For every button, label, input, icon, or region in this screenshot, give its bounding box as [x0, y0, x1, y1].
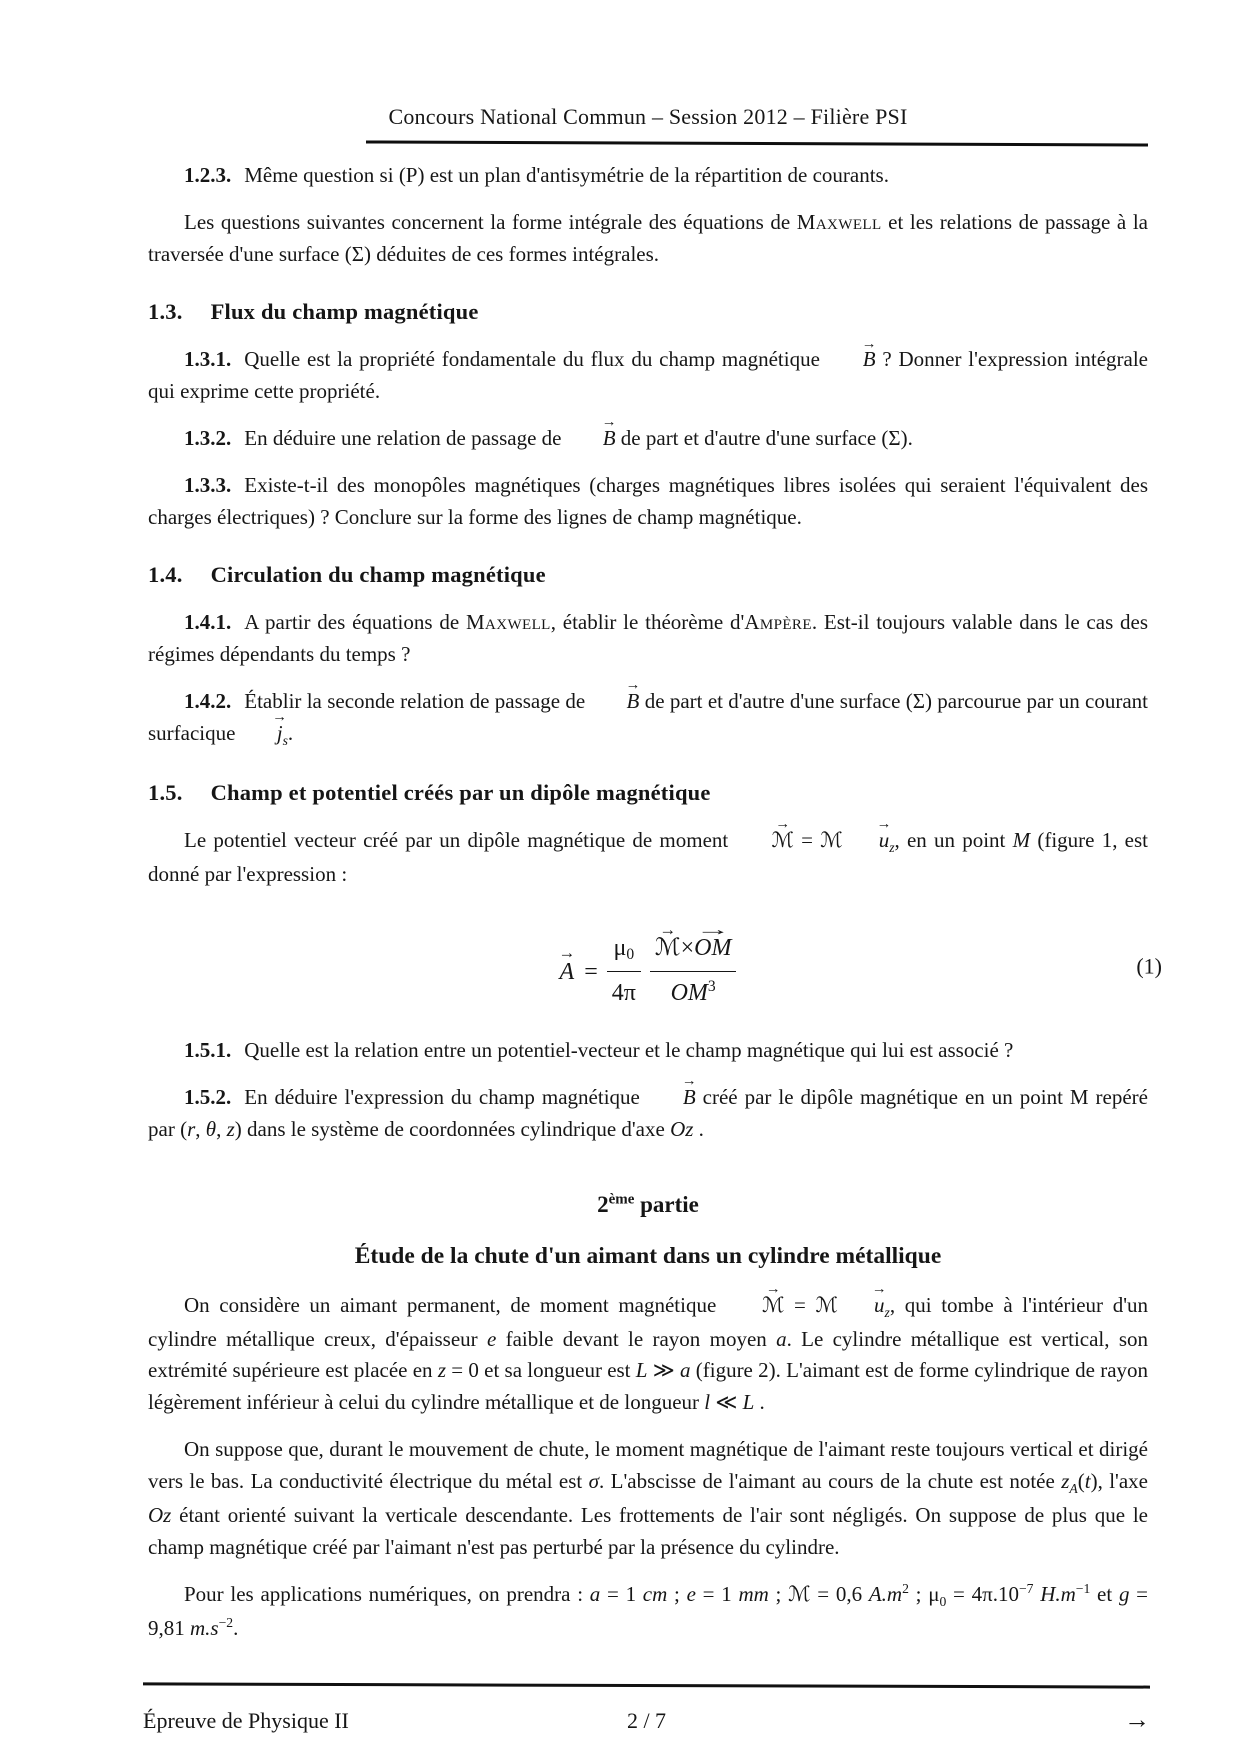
question-number: 1.3.1.: [184, 347, 232, 372]
fraction-numerator: μ 0: [613, 935, 635, 964]
footer-page-number: 2 / 7: [626, 1708, 667, 1733]
equation-1: [148, 921, 1162, 1011]
section-number: 1.3.: [148, 299, 183, 325]
section-title: Flux du champ magnétique: [210, 299, 479, 325]
question-1-5-2: [148, 1082, 1148, 1146]
question-number: 1.4.1.: [184, 610, 232, 635]
question-number: 1.2.3.: [184, 163, 232, 188]
footer-next-page-arrow-icon: →: [1124, 1705, 1150, 1734]
question-1-5-1: [148, 1035, 1148, 1067]
question-text: Établir la seconde relation de passage de → B de part et d'autre d'une surface (Σ) parcourue par un courant surfacique → $j_s$.: [148, 689, 1148, 745]
question-text: En déduire l'expression du champ magnétique → B créé par le dipôle magnétique en un point M repéré par (r, θ, z) dans le système de coordonnées cylindrique d'axe Oz .: [148, 1085, 1148, 1141]
page-footer: [143, 1684, 1150, 1740]
question-number: 1.4.2.: [184, 688, 232, 713]
equals-sign: =: [584, 958, 598, 985]
question-text: En déduire une relation de passage de → B de part et d'autre d'une surface (Σ).: [244, 426, 913, 450]
question-number: 1.3.2.: [184, 426, 232, 451]
footer-exam-name: Épreuve de Physique II: [143, 1708, 349, 1733]
fraction-moment-cross-OM: [650, 921, 737, 1011]
question-1-3-1: [148, 344, 1148, 408]
section-heading-1-4: [148, 558, 1148, 592]
dipole-intro-paragraph: Le potentiel vecteur créé par un dipôle magnétique de moment → ℳ = ℳ → $u_z$, en un point M (figure 1, est donné par l'expression :: [148, 825, 1148, 891]
section-heading-1-5: [148, 776, 1148, 810]
intro-paragraph: Les questions suivantes concernent la forme intégrale des équations de Maxwell et les relations de passage à la traversée d'une surface (Σ) déduites de ces formes intégrales.: [148, 210, 1148, 267]
part2-heading: 2ème partie: [597, 1191, 699, 1217]
part2-paragraph-2: On suppose que, durant le mouvement de chute, le moment magnétique de l'aimant reste toujours vertical et dirigé vers le bas. La conductivité électrique du métal est σ. L'abscisse de l'aimant au cours de la chute est notée $z_A(t)$, l'axe Oz étant orienté suivant la verticale descendante. Les frottements de l'air sont négligés. On suppose de plus que le champ magnétique créé par l'aimant n'est pas perturbé par la présence du cylindre.: [148, 1437, 1148, 1560]
question-number: 1.3.3.: [184, 473, 232, 498]
question-1-3-3: [148, 470, 1148, 534]
part2-subheading: Étude de la chute d'un aimant dans un cylindre métallique: [354, 1242, 942, 1269]
equation-number: (1): [1136, 953, 1162, 979]
section-title: Champ et potentiel créés par un dipôle magnétique: [210, 779, 711, 805]
section-number: 1.4.: [148, 561, 183, 587]
part2-paragraph-3: Pour les applications numériques, on prendra : a = 1 cm ; e = 1 mm ; ℳ = 0,6 $A.m^2$ ; $\mu_0 = 4\pi.10^{-7}$ $H.m^{-1}$ et g = 9,81 $m.s^{-2}$.: [148, 1580, 1149, 1640]
question-number: 1.5.1.: [184, 1038, 232, 1063]
section-number: 1.5.: [148, 779, 183, 805]
question-text: Même question si (P) est un plan d'antisymétrie de la répartition de courants.: [244, 163, 889, 188]
question-text: A partir des équations de Maxwell, établir le théorème d'Ampère. Est-il toujours valable dans le cas des régimes dépendants du temps ?: [148, 610, 1149, 666]
question-1-3-2: [148, 423, 1148, 455]
question-1-4-1: [148, 607, 1148, 671]
question-number: 1.5.2.: [184, 1085, 232, 1110]
footer-rule: [143, 1682, 1150, 1688]
header-rule: [366, 141, 1148, 147]
question-text: Existe-t-il des monopôles magnétiques (charges magnétiques libres isolées qui seraient l'équivalent des charges électriques) ? Conclure sur la forme des lignes de champ magnétique.: [148, 473, 1148, 529]
question-1-4-2: [148, 686, 1148, 752]
fraction-denominator: 4π: [607, 971, 641, 1011]
section-title: Circulation du champ magnétique: [210, 561, 546, 587]
fraction-denominator: $OM^3$: [650, 971, 737, 1011]
fraction-numerator: → ℳ × → OM: [650, 921, 737, 971]
fraction-mu0-4pi: [607, 921, 641, 1011]
question-1-2-3: [148, 160, 1148, 192]
vector-A: → A: [560, 954, 575, 990]
page-header-title: Concours National Commun – Session 2012 – Filière PSI: [388, 104, 908, 129]
section-heading-1-3: [148, 295, 1148, 329]
equation-lhs: [560, 954, 598, 990]
equation-body: [148, 921, 1148, 1011]
part2-paragraph-1: On considère un aimant permanent, de moment magnétique → ℳ = ℳ → $u_z$, qui tombe à l'intérieur d'un cylindre métallique creux, d'épaisseur e faible devant le rayon moyen a. Le cylindre métallique est vertical, son extrémité supérieure est placée en z = 0 et sa longueur est L ≫ a (figure 2). L'aimant est de forme cylindrique de rayon légèrement inférieur à celui du cylindre métallique et de longueur l ≪ L .: [148, 1290, 1148, 1420]
question-text: Quelle est la propriété fondamentale du flux du champ magnétique → B ? Donner l'expression intégrale qui exprime cette propriété.: [148, 347, 1148, 403]
question-text: Quelle est la relation entre un potentiel-vecteur et le champ magnétique qui lui est associé ?: [244, 1038, 1014, 1063]
